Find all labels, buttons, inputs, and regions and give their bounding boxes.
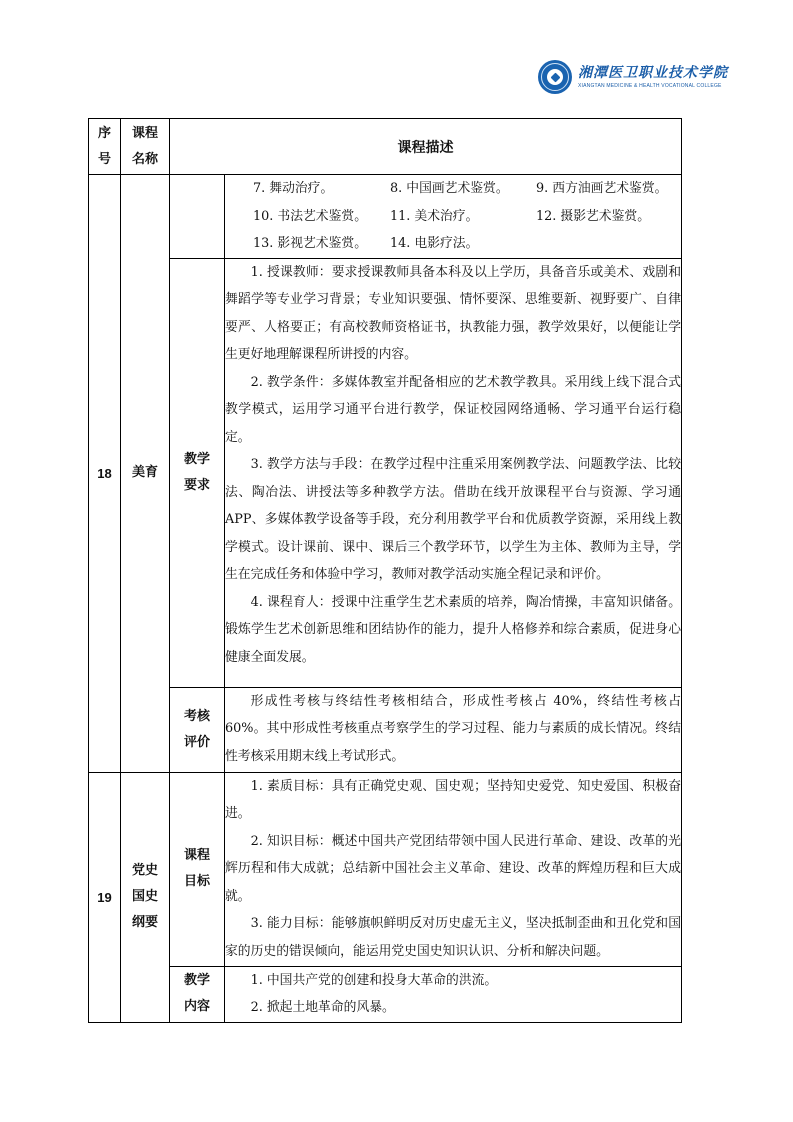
goal-paragraph: 3. 能力目标：能够旗帜鲜明反对历史虚无主义，坚决抵制歪曲和丑化党和国家的历史的错误倾向，能运用党史国史知识认识、分析和解决问题。	[225, 916, 681, 959]
row18-empty-label	[170, 175, 225, 259]
content-item: 1. 中国共产党的创建和投身大革命的洪流。	[250, 972, 498, 988]
requirement-paragraph: 2. 教学条件：多媒体教室并配备相应的艺术教学教具。采用线上线下混合式教学模式，运用学习通平台进行教学，保证校园网络通畅、学习通平台运行稳定。	[225, 374, 681, 445]
row19-content-label: 教学 内容	[170, 966, 225, 1022]
header-description: 课程描述	[170, 119, 682, 175]
requirement-paragraph: 4. 课程育人：授课中注重学生艺术素质的培养，陶冶情操，丰富知识储备。锻炼学生艺术创新思维和团结协作的能力，提升人格修养和综合素质，促进身心健康全面发展。	[225, 594, 681, 665]
table-header-row	[89, 119, 682, 175]
header-seq: 序 号	[89, 119, 121, 175]
row18-art-list-row	[89, 175, 682, 259]
row19-goals-label: 课程 目标	[170, 772, 225, 966]
goal-paragraph: 2. 知识目标：概述中国共产党团结带领中国人民进行革命、建设、改革的光辉历程和伟大成就；总结新中国社会主义革命、建设、改革的辉煌历程和巨大成就。	[225, 833, 681, 904]
row18-requirements-label: 教学 要求	[170, 258, 225, 687]
art-list-line: 13. 影视艺术鉴赏。 14. 电影疗法。	[253, 236, 479, 251]
course-table	[88, 118, 682, 1023]
art-list-line: 10. 书法艺术鉴赏。 11. 美术治疗。 12. 摄影艺术鉴赏。	[253, 208, 650, 224]
row18-requirements-row	[89, 258, 682, 687]
header-course-name: 课程 名称	[121, 119, 170, 175]
college-logo	[538, 60, 728, 94]
row19-content-row	[89, 966, 682, 1022]
logo-english-name: XIANGTAN MEDICINE & HEALTH VOCATIONAL COLLEGE	[578, 83, 722, 89]
requirement-paragraph: 3. 教学方法与手段：在教学过程中注重采用案例教学法、问题教学法、比较法、陶冶法、讲授法等多种教学方法。借助在线开放课程平台与资源、学习通 APP、多媒体教学设备等手段，充分利用教学平台和优质教学资源，采用线上教学模式。设计课前、课中、课后三个教学环节，以学生为主体、教师为主导，学生在完成任务和体验中学习，教师对教学活动实施全程记录和评价。	[225, 457, 681, 582]
content-item: 2. 掀起土地革命的风暴。	[250, 1000, 395, 1015]
row18-evaluation-label: 考核 评价	[170, 687, 225, 772]
college-seal-icon	[538, 60, 572, 94]
row19-number: 19	[89, 772, 121, 1022]
row19-goals	[225, 772, 682, 966]
art-list-line: 7. 舞动治疗。 8. 中国画艺术鉴赏。 9. 西方油画艺术鉴赏。	[253, 181, 668, 196]
row18-number: 18	[89, 175, 121, 773]
row19-goals-row	[89, 772, 682, 966]
goal-paragraph: 1. 素质目标：具有正确党史观、国史观；坚持知史爱党、知史爱国、积极奋进。	[225, 778, 681, 821]
evaluation-paragraph: 形成性考核与终结性考核相结合，形成性考核占 40%，终结性考核占 60%。其中形成性考核重点考察学生的学习过程、能力与素质的成长情况。终结性考核采用期末线上考试形式。	[225, 693, 681, 764]
row18-requirements	[225, 258, 682, 687]
requirement-paragraph: 1. 授课教师：要求授课教师具备本科及以上学历，具备音乐或美术、戏剧和舞蹈学等专业学习背景；专业知识要强、情怀要深、思维要新、视野要广、自律要严、人格要正；有高校教师资格证书，执教能力强，教学效果好，以便能让学生更好地理解课程所讲授的内容。	[225, 264, 681, 362]
row18-evaluation	[225, 687, 682, 772]
logo-chinese-name: 湘潭医卫职业技术学院	[578, 65, 728, 81]
row19-contents	[225, 966, 682, 1022]
row18-art-list	[225, 175, 682, 259]
row19-course-name: 党史 国史 纲要	[121, 772, 170, 1022]
row18-evaluation-row	[89, 687, 682, 772]
row18-course-name: 美育	[121, 175, 170, 773]
